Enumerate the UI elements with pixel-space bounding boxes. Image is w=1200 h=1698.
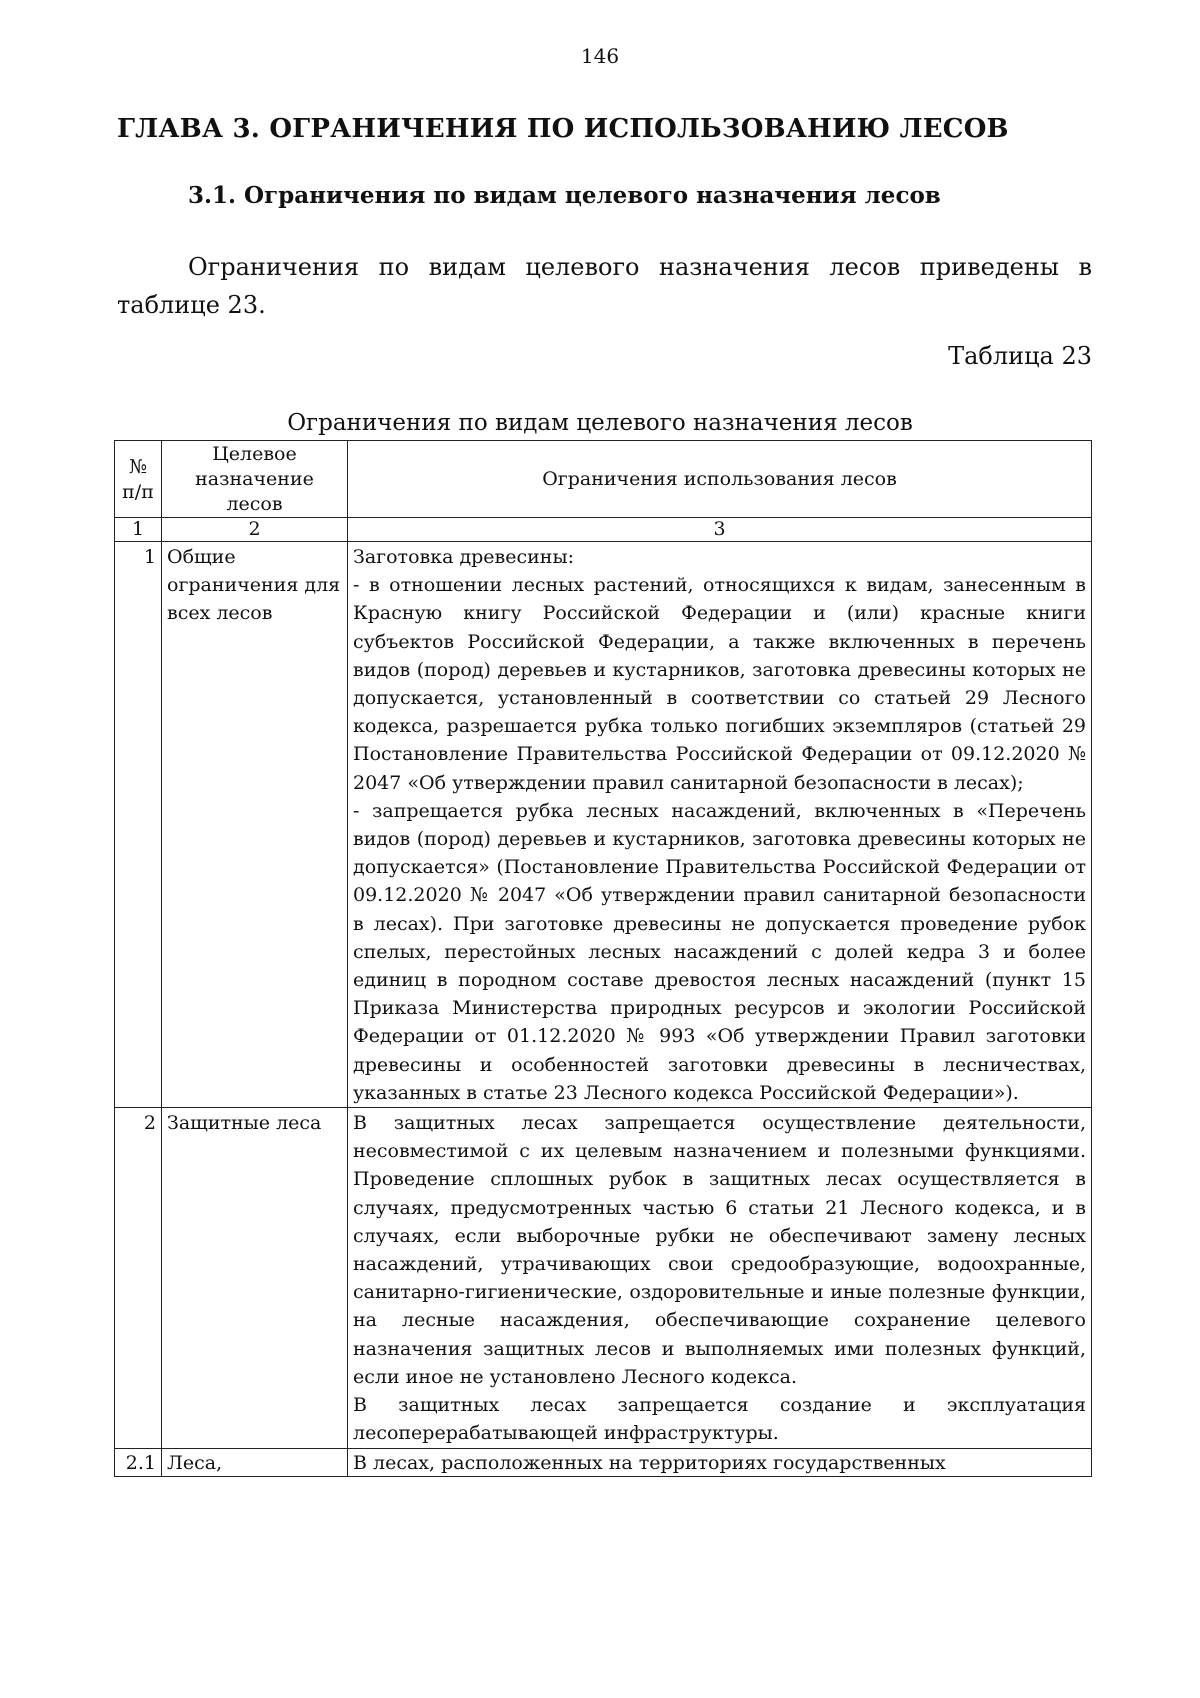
row-restrictions <box>348 1108 1092 1448</box>
row-num: 2 <box>115 1108 162 1448</box>
index-cell: 3 <box>348 518 1092 542</box>
page-number: 146 <box>580 44 620 68</box>
chapter-title: ГЛАВА 3. ОГРАНИЧЕНИЯ ПО ИСПОЛЬЗОВАНИЮ ЛЕСОВ <box>117 114 1009 144</box>
row-restrictions <box>348 1448 1092 1476</box>
section-title: 3.1. Ограничения по видам целевого назначения лесов <box>188 182 941 209</box>
row-num: 1 <box>115 542 162 1108</box>
table-index-row <box>115 518 1092 542</box>
row-restrictions <box>348 542 1092 1108</box>
header-purpose: Целевое назначение лесов <box>162 441 348 518</box>
header-num: № п/п <box>115 441 162 518</box>
table-row <box>115 1448 1092 1476</box>
index-cell: 1 <box>115 518 162 542</box>
restrictions-table <box>114 440 1092 1477</box>
header-restrictions: Ограничения использования лесов <box>348 441 1092 518</box>
row-num: 2.1 <box>115 1448 162 1476</box>
table-row <box>115 1108 1092 1448</box>
index-cell: 2 <box>162 518 348 542</box>
row-purpose: Леса, <box>162 1448 348 1476</box>
restriction-paragraph: В защитных лесах запрещается создание и эксплуатация лесоперерабатывающей инфраструктуры. <box>353 1394 1086 1445</box>
restriction-paragraph: Заготовка древесины: <box>353 546 574 568</box>
restriction-paragraph: - запрещается рубка лесных насаждений, включенных в «Перечень видов (пород) деревьев и кустарников, заготовка древесины которых не допускается» (Постановление Правительства Российской Федерации от 09.12.2020 № 2047 «Об утверждении правил санитарной безопасности в лесах). При заготовке древесины не допускается проведение рубок спелых, перестойных лесных насаждений с долей кедра 3 и более единиц в породном составе древостоя лесных насаждений (пункт 15 Приказа Министерства природных ресурсов и экологии Российской Федерации от 01.12.2020 № 993 «Об утверждении Правил заготовки древесины и особенностей заготовки древесины в лесничествах, указанных в статье 23 Лесного кодекса Российской Федерации»). <box>353 799 1086 1104</box>
table-caption: Ограничения по видам целевого назначения лесов <box>287 410 913 436</box>
restriction-paragraph: В лесах, расположенных на территориях государственных <box>353 1451 946 1474</box>
table-header-row <box>115 441 1092 518</box>
row-purpose: Общие ограничения для всех лесов <box>162 542 348 1108</box>
restriction-paragraph: В защитных лесах запрещается осуществление деятельности, несовместимой с их целевым назначением и полезными функциями. Проведение сплошных рубок в защитных лесах осуществляется в случаях, предусмотренных частью 6 статьи 21 Лесного кодекса, и в случаях, если выборочные рубки не обеспечивают замену лесных насаждений, утрачивающих свои средообразующие, водоохранные, санитарно-гигиенические, оздоровительные и иные полезные функции, на лесные насаждения, обеспечивающие сохранение целевого назначения защитных лесов и выполняемых ими полезных функций, если иное не установлено Лесного кодекса. <box>353 1112 1086 1388</box>
restriction-paragraph: - в отношении лесных растений, относящихся к видам, занесенным в Красную книгу Российской Федерации и (или) красные книги субъектов Российской Федерации, а также включенных в перечень видов (пород) деревьев и кустарников, заготовка древесины которых не допускается, установленный в соответствии со статьей 29 Лесного кодекса, разрешается рубка только погибших экземпляров (статьей 29 Постановление Правительства Российской Федерации от 09.12.2020 № 2047 «Об утверждении правил санитарной безопасности в лесах); <box>353 574 1086 794</box>
row-purpose: Защитные леса <box>162 1108 348 1448</box>
table-label: Таблица 23 <box>948 342 1092 370</box>
table-row <box>115 542 1092 1108</box>
intro-paragraph: Ограничения по видам целевого назначения лесов приведены в таблице 23. <box>117 253 1092 319</box>
